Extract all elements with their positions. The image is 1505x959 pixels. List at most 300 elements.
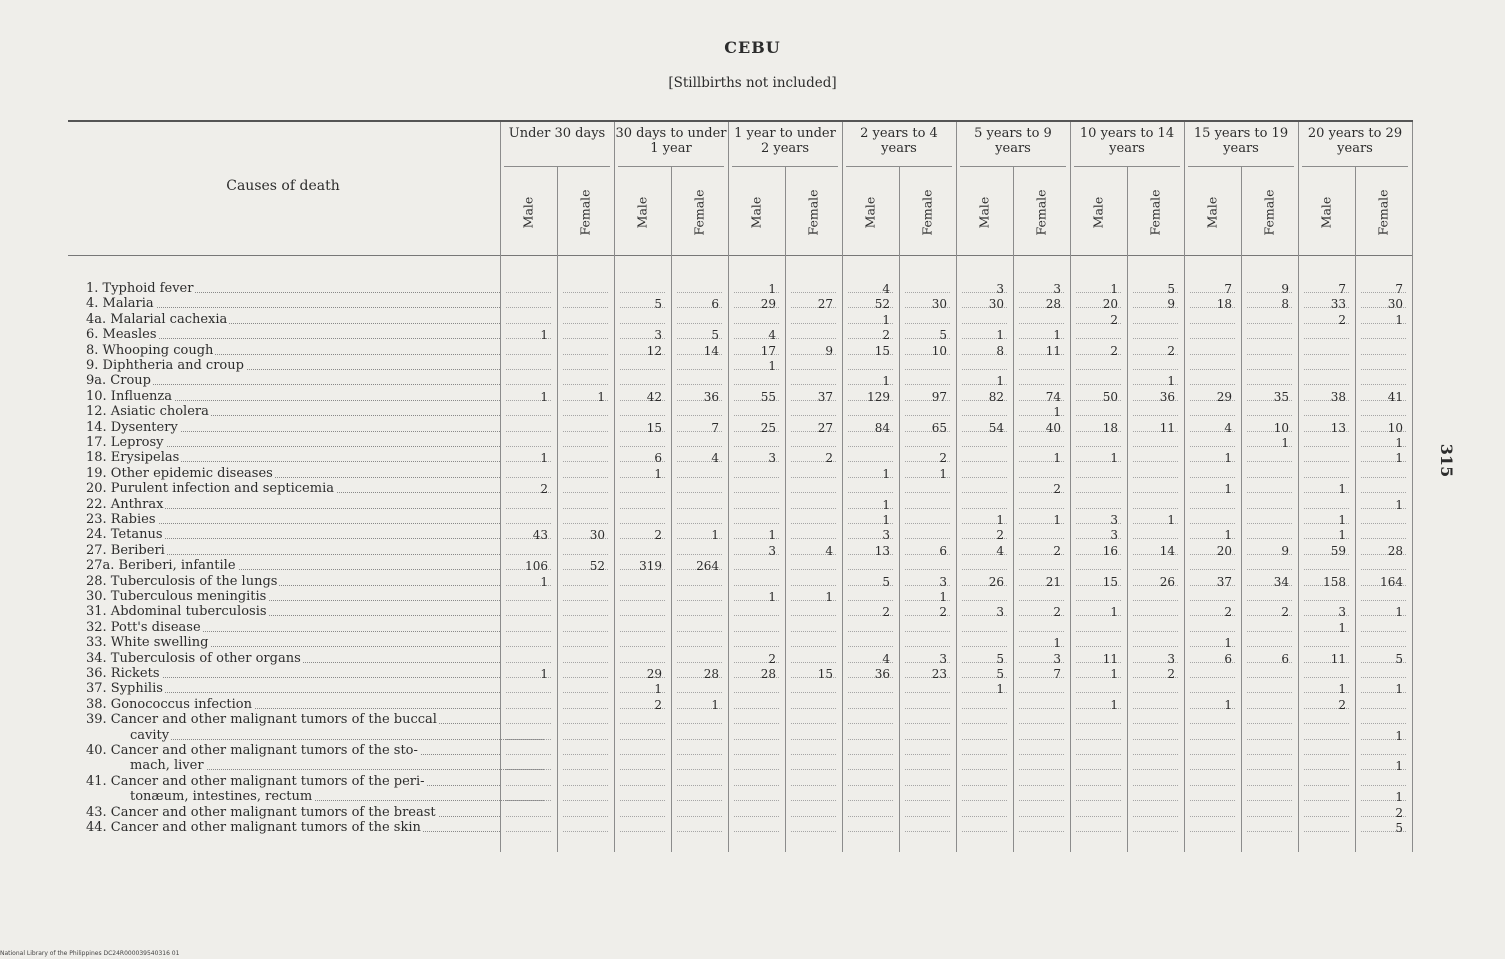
cell-dots xyxy=(905,369,950,370)
cell-dots xyxy=(734,492,779,493)
table-cell: 4 xyxy=(711,451,719,466)
table-cell: 30 xyxy=(988,297,1004,312)
cell-dots xyxy=(962,569,1007,570)
group-rule xyxy=(618,166,724,167)
cell-dots xyxy=(1019,600,1064,601)
cell-dots xyxy=(1361,477,1406,478)
cell-dots xyxy=(1019,692,1064,693)
cell-dots xyxy=(905,692,950,693)
table-cell: 1 xyxy=(1338,682,1346,697)
cell-dots xyxy=(791,800,836,801)
cell-dots xyxy=(1076,739,1121,740)
cell-dots xyxy=(1190,769,1235,770)
table-cell: 6 xyxy=(654,451,662,466)
cell-dots xyxy=(1076,692,1121,693)
table-cell: 2 xyxy=(882,605,890,620)
cell-dots xyxy=(1190,323,1235,324)
cell-dots xyxy=(1076,384,1121,385)
cell-dots xyxy=(1190,446,1235,447)
cause-text: 24. Tetanus xyxy=(86,527,163,543)
sex-label: Female xyxy=(1033,188,1049,236)
cell-dots xyxy=(1190,523,1235,524)
table-cell: 36 xyxy=(874,667,890,681)
cell-dots xyxy=(506,323,551,324)
column-rule xyxy=(1241,166,1242,852)
table-cell: 164 xyxy=(1380,574,1403,589)
table-cell: 5 xyxy=(654,297,662,312)
cell-dots xyxy=(1304,800,1349,801)
cell-dots xyxy=(848,415,893,416)
table-cell: 1 xyxy=(1395,436,1403,450)
cell-dots xyxy=(677,323,722,324)
cell-dots xyxy=(962,323,1007,324)
table-cell: 25 xyxy=(760,420,776,435)
cell-dots xyxy=(905,446,950,447)
cell-dots xyxy=(734,323,779,324)
cell-dots xyxy=(620,646,665,647)
table-cell: 1 xyxy=(1224,528,1232,543)
row-cause-label xyxy=(86,620,500,635)
row-cause-label xyxy=(86,420,500,435)
sex-label: Female xyxy=(805,188,821,236)
table-cell: 29 xyxy=(646,667,662,681)
cell-dots xyxy=(1076,723,1121,724)
cell-dots xyxy=(1304,646,1349,647)
cell-dots xyxy=(1133,785,1178,786)
cell-dots xyxy=(506,307,551,308)
cell-dots xyxy=(1361,369,1406,370)
cell-dots xyxy=(1076,492,1121,493)
sex-label: Female xyxy=(1375,188,1391,236)
table-cell: 5 xyxy=(1167,282,1175,296)
table-cell: 1 xyxy=(996,682,1004,697)
table-cell: 28 xyxy=(703,667,719,681)
column-rule xyxy=(671,166,672,852)
cause-text: 12. Asiatic cholera xyxy=(86,404,209,420)
cell-dots xyxy=(1190,692,1235,693)
table-cell: 41 xyxy=(1387,389,1403,404)
cell-dots xyxy=(962,708,1007,709)
cell-dots xyxy=(1133,569,1178,570)
row-cause-label xyxy=(130,758,544,773)
cell-dots xyxy=(1133,754,1178,755)
table-cell: 10 xyxy=(931,343,947,358)
table-cell: 23 xyxy=(931,667,947,681)
cell-dots xyxy=(791,446,836,447)
cell-dots xyxy=(734,523,779,524)
cell-dots xyxy=(1247,508,1292,509)
table-cell: 15 xyxy=(817,667,833,681)
table-cell: 50 xyxy=(1102,389,1118,404)
age-group-header: 20 years to 29 years xyxy=(1307,126,1403,156)
cell-dots xyxy=(563,446,608,447)
cell-dots xyxy=(1019,569,1064,570)
cell-dots xyxy=(734,585,779,586)
cell-dots xyxy=(734,692,779,693)
cell-dots xyxy=(1019,739,1064,740)
table-cell: 319 xyxy=(639,559,662,574)
cell-dots xyxy=(506,615,551,616)
cell-dots xyxy=(677,415,722,416)
column-rule xyxy=(1355,166,1356,852)
table-cell: 3 xyxy=(1338,605,1346,620)
cell-dots xyxy=(1076,477,1121,478)
cell-dots xyxy=(1304,369,1349,370)
male-header xyxy=(1184,172,1240,252)
cell-dots xyxy=(1019,369,1064,370)
table-cell: 1 xyxy=(1395,312,1403,327)
cell-dots xyxy=(1361,646,1406,647)
table-cell: 84 xyxy=(874,420,890,435)
column-rule xyxy=(785,166,786,852)
cell-dots xyxy=(791,754,836,755)
cell-dots xyxy=(962,739,1007,740)
cell-dots xyxy=(734,384,779,385)
cell-dots xyxy=(1304,785,1349,786)
table-cell: 1 xyxy=(1110,697,1118,712)
table-cell: 1 xyxy=(882,312,890,327)
cell-dots xyxy=(791,723,836,724)
age-group-header: 15 years to 19 years xyxy=(1193,126,1289,156)
cell-dots xyxy=(1076,800,1121,801)
table-cell: 2 xyxy=(1110,343,1118,358)
sex-label: Male xyxy=(862,196,878,228)
table-cell: 1 xyxy=(882,374,890,389)
cell-dots xyxy=(563,354,608,355)
cause-text: 32. Pott's disease xyxy=(86,619,201,635)
cell-dots xyxy=(506,369,551,370)
row-cause-label xyxy=(86,805,500,820)
row-cause-label xyxy=(86,296,500,311)
age-group-header: 2 years to 4 years xyxy=(860,126,938,156)
sex-label: Male xyxy=(1318,196,1334,228)
table-cell: 1 xyxy=(996,513,1004,527)
cell-dots xyxy=(506,508,551,509)
table-cell: 1 xyxy=(1281,436,1289,450)
male-header xyxy=(1298,172,1354,252)
cell-dots xyxy=(962,461,1007,462)
table-cell: 2 xyxy=(1053,543,1061,558)
table-cell: 6 xyxy=(711,297,719,312)
sex-label: Female xyxy=(691,188,707,236)
cell-dots xyxy=(734,708,779,709)
table-cell: 15 xyxy=(874,343,890,358)
group-rule xyxy=(1302,166,1408,167)
male-header xyxy=(614,172,670,252)
table-cell: 1 xyxy=(996,374,1004,389)
cell-dots xyxy=(1304,754,1349,755)
cell-dots xyxy=(506,600,551,601)
cell-dots xyxy=(848,569,893,570)
table-cell: 52 xyxy=(874,297,890,312)
male-header xyxy=(1070,172,1126,252)
sex-label: Female xyxy=(577,188,593,236)
table-cell: 21 xyxy=(1045,574,1061,589)
cell-dots xyxy=(962,446,1007,447)
row-cause-label xyxy=(86,651,500,666)
cell-dots xyxy=(962,646,1007,647)
cell-dots xyxy=(962,723,1007,724)
cell-dots xyxy=(1190,384,1235,385)
cause-text: 22. Anthrax xyxy=(86,496,164,512)
cell-dots xyxy=(1247,323,1292,324)
cell-dots xyxy=(677,662,722,663)
table-cell: 16 xyxy=(1102,543,1118,558)
cell-dots xyxy=(1190,569,1235,570)
cause-text: 6. Measles xyxy=(86,327,157,343)
cell-dots xyxy=(1133,646,1178,647)
cell-dots xyxy=(905,769,950,770)
table-cell: 264 xyxy=(696,559,719,574)
cell-dots xyxy=(563,369,608,370)
cause-text: 30. Tuberculous meningitis xyxy=(86,589,267,604)
table-cell: 7 xyxy=(1224,282,1232,296)
cell-dots xyxy=(1133,338,1178,339)
cell-dots xyxy=(563,831,608,832)
table-cell: 1 xyxy=(1338,482,1346,497)
cell-dots xyxy=(1304,354,1349,355)
cell-dots xyxy=(1247,800,1292,801)
table-cell: 1 xyxy=(1395,728,1403,743)
footer-caption: National Library of the Philippines DC24R000039540316 01 xyxy=(0,950,180,957)
table-cell: 20 xyxy=(1102,297,1118,312)
female-header xyxy=(1355,172,1411,252)
table-cell: 3 xyxy=(939,651,947,666)
table-cell: 26 xyxy=(1159,574,1175,589)
cell-dots xyxy=(677,369,722,370)
table-cell: 2 xyxy=(768,651,776,666)
cell-dots xyxy=(734,646,779,647)
cause-text: 19. Other epidemic diseases xyxy=(86,465,273,481)
table-cell: 3 xyxy=(1110,528,1118,543)
column-rule xyxy=(899,166,900,852)
cell-dots xyxy=(905,415,950,416)
cell-dots xyxy=(791,538,836,539)
cell-dots xyxy=(1076,769,1121,770)
cause-text: 23. Rabies xyxy=(86,512,156,527)
table-cell: 43 xyxy=(532,528,548,543)
cause-text: 4a. Malarial cachexia xyxy=(86,311,228,327)
table-cell: 26 xyxy=(988,574,1004,589)
cell-dots xyxy=(1019,708,1064,709)
cell-dots xyxy=(620,769,665,770)
cell-dots xyxy=(1247,692,1292,693)
table-cell: 1 xyxy=(1167,513,1175,527)
table-cell: 5 xyxy=(996,651,1004,666)
table-cell: 37 xyxy=(1216,574,1232,589)
cell-dots xyxy=(848,754,893,755)
cell-dots xyxy=(1019,754,1064,755)
female-header xyxy=(1127,172,1183,252)
cause-text: 41. Cancer and other malignant tumors of the peri- xyxy=(86,773,425,789)
cell-dots xyxy=(1361,338,1406,339)
cell-dots xyxy=(1019,769,1064,770)
cell-dots xyxy=(1247,569,1292,570)
cell-dots xyxy=(620,723,665,724)
cell-dots xyxy=(1304,477,1349,478)
cell-dots xyxy=(563,384,608,385)
table-cell: 1 xyxy=(1167,374,1175,389)
cell-dots xyxy=(1076,369,1121,370)
table-cell: 1 xyxy=(1053,636,1061,651)
table-cell: 1 xyxy=(1224,636,1232,651)
cell-dots xyxy=(791,292,836,293)
cause-text: 1. Typhoid fever xyxy=(86,281,194,296)
table-cell: 28 xyxy=(1387,543,1403,558)
cell-dots xyxy=(1019,631,1064,632)
row-cause-label xyxy=(86,481,500,496)
table-cell: 2 xyxy=(654,528,662,543)
sex-label: Male xyxy=(520,196,536,228)
cause-text: 14. Dysentery xyxy=(86,419,178,435)
table-cell: 13 xyxy=(1330,420,1346,435)
cell-dots xyxy=(734,631,779,632)
table-cell: 1 xyxy=(540,328,548,343)
row-cause-label xyxy=(86,373,500,388)
cell-dots xyxy=(905,723,950,724)
cell-dots xyxy=(620,554,665,555)
cell-dots xyxy=(1361,538,1406,539)
table-cell: 3 xyxy=(1053,651,1061,666)
table-cell: 7 xyxy=(1395,282,1403,296)
cell-dots xyxy=(734,754,779,755)
cell-dots xyxy=(1247,492,1292,493)
cell-dots xyxy=(1133,831,1178,832)
cell-dots xyxy=(848,816,893,817)
cell-dots xyxy=(1133,615,1178,616)
table-cell: 1 xyxy=(1338,620,1346,635)
cell-dots xyxy=(1190,508,1235,509)
table-cell: 11 xyxy=(1330,651,1346,666)
cell-dots xyxy=(1190,477,1235,478)
cell-dots xyxy=(563,431,608,432)
cell-dots xyxy=(1247,785,1292,786)
table-cell: 9 xyxy=(1167,297,1175,312)
cell-dots xyxy=(734,800,779,801)
table-cell: 4 xyxy=(882,282,890,296)
cell-dots xyxy=(563,292,608,293)
cell-dots xyxy=(677,816,722,817)
cell-dots xyxy=(791,523,836,524)
group-rule xyxy=(1074,166,1180,167)
cell-dots xyxy=(1190,677,1235,678)
table-cell: 2 xyxy=(939,451,947,466)
row-cause-label xyxy=(86,743,500,758)
cell-dots xyxy=(905,492,950,493)
cell-dots xyxy=(734,415,779,416)
cell-dots xyxy=(1076,446,1121,447)
column-rule xyxy=(1127,166,1128,852)
sex-label: Male xyxy=(1090,196,1106,228)
table-cell: 35 xyxy=(1273,389,1289,404)
cell-dots xyxy=(1304,816,1349,817)
cell-dots xyxy=(848,461,893,462)
table-cell: 2 xyxy=(939,605,947,620)
cell-dots xyxy=(620,831,665,832)
cell-dots xyxy=(1076,415,1121,416)
cell-dots xyxy=(506,754,551,755)
cell-dots xyxy=(620,800,665,801)
cell-dots xyxy=(1133,692,1178,693)
cell-dots xyxy=(1304,569,1349,570)
cell-dots xyxy=(905,739,950,740)
cell-dots xyxy=(962,816,1007,817)
cell-dots xyxy=(677,508,722,509)
cell-dots xyxy=(677,692,722,693)
cell-dots xyxy=(1304,338,1349,339)
cause-text: 9a. Croup xyxy=(86,373,151,389)
cell-dots xyxy=(563,631,608,632)
cell-dots xyxy=(563,338,608,339)
cell-dots xyxy=(1133,600,1178,601)
table-cell: 2 xyxy=(1281,605,1289,620)
cell-dots xyxy=(563,554,608,555)
cell-dots xyxy=(620,600,665,601)
table-cell: 82 xyxy=(988,389,1004,404)
table-cell: 6 xyxy=(1224,651,1232,666)
cell-dots xyxy=(1133,492,1178,493)
row-cause-label xyxy=(86,281,500,296)
row-cause-label xyxy=(86,820,500,835)
cell-dots xyxy=(1247,461,1292,462)
cell-dots xyxy=(1304,384,1349,385)
cell-dots xyxy=(1247,816,1292,817)
table-cell: 1 xyxy=(1395,451,1403,466)
table-cell: 18 xyxy=(1102,420,1118,435)
cell-dots xyxy=(848,600,893,601)
female-header xyxy=(899,172,955,252)
cell-dots xyxy=(677,477,722,478)
cause-text: mach, liver xyxy=(130,758,204,774)
row-cause-label xyxy=(86,681,500,696)
cell-dots xyxy=(734,477,779,478)
cell-dots xyxy=(677,769,722,770)
cell-dots xyxy=(962,754,1007,755)
cause-text: 39. Cancer and other malignant tumors of the buccal xyxy=(86,712,437,728)
table-cell: 4 xyxy=(882,651,890,666)
cell-dots xyxy=(1304,446,1349,447)
table-cell: 3 xyxy=(882,528,890,543)
cell-dots xyxy=(506,739,551,740)
cell-dots xyxy=(962,415,1007,416)
cell-dots xyxy=(1133,739,1178,740)
cell-dots xyxy=(563,754,608,755)
row-cause-label xyxy=(86,589,500,604)
cell-dots xyxy=(620,508,665,509)
cell-dots xyxy=(677,739,722,740)
row-cause-label xyxy=(86,527,500,542)
cell-dots xyxy=(620,415,665,416)
cell-dots xyxy=(620,739,665,740)
cell-dots xyxy=(506,662,551,663)
table-cell: 1 xyxy=(540,667,548,681)
page-title: CEBU xyxy=(724,38,781,57)
cell-dots xyxy=(1304,600,1349,601)
table-cell: 4 xyxy=(768,328,776,343)
table-cell: 28 xyxy=(1045,297,1061,312)
column-rule xyxy=(1412,122,1413,852)
cell-dots xyxy=(677,492,722,493)
cell-dots xyxy=(791,369,836,370)
cell-dots xyxy=(1133,816,1178,817)
cell-dots xyxy=(734,508,779,509)
cell-dots xyxy=(791,708,836,709)
age-group-header: Under 30 days xyxy=(508,126,606,141)
cell-dots xyxy=(1019,477,1064,478)
cell-dots xyxy=(962,508,1007,509)
cause-text: 38. Gonococcus infection xyxy=(86,696,252,712)
cell-dots xyxy=(1019,446,1064,447)
